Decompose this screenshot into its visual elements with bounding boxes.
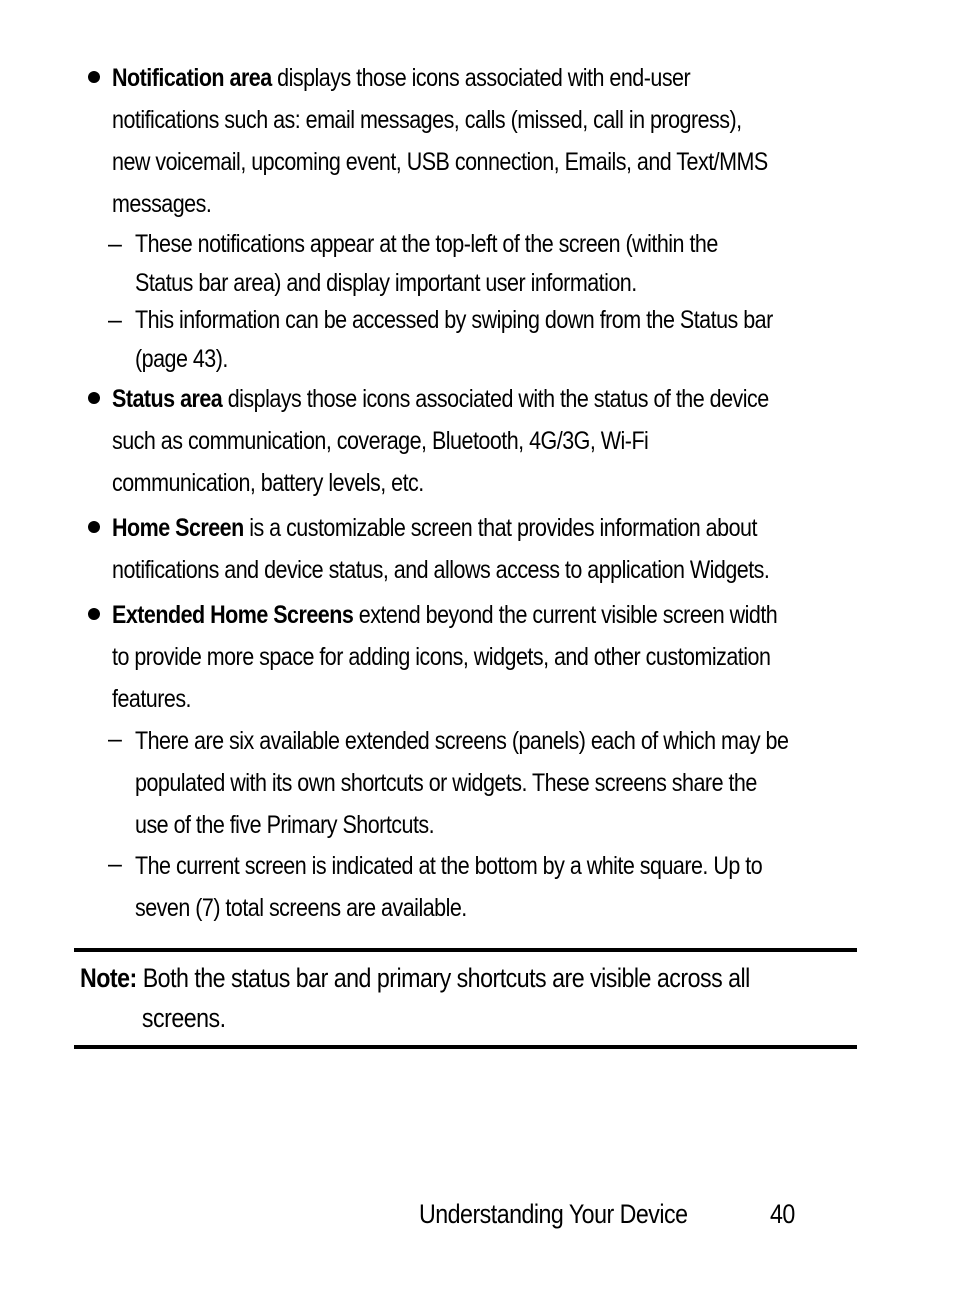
bullet-term: Home Screen xyxy=(112,514,244,542)
dash-icon: – xyxy=(108,725,122,753)
footer-section-title: Understanding Your Device xyxy=(419,1199,688,1229)
bullet-term: Status area xyxy=(112,385,223,413)
bullet-text-line: Extended Home Screens extend beyond the current visible screen width xyxy=(112,601,778,629)
dash-icon: – xyxy=(108,230,122,258)
bullet-text-line: such as communication, coverage, Bluetooth, 4G/3G, Wi-Fi xyxy=(112,427,649,455)
bullet-text-line: notifications and device status, and allows access to application Widgets. xyxy=(112,556,770,584)
subitem-text-line: use of the five Primary Shortcuts. xyxy=(135,811,435,839)
subitem-text-line: There are six available extended screens (panels) each of which may be xyxy=(135,727,789,755)
footer-page-number: 40 xyxy=(770,1199,795,1229)
bullet-text-line: Notification area displays those icons associated with end-user xyxy=(112,64,691,92)
bullet-term: Extended Home Screens xyxy=(112,601,354,629)
bullet-icon xyxy=(88,608,100,620)
bullet-icon xyxy=(88,392,100,404)
bullet-text-line: notifications such as: email messages, calls (missed, call in progress), xyxy=(112,106,742,134)
note-label: Note: xyxy=(80,963,137,993)
bullet-text-line: communication, battery levels, etc. xyxy=(112,469,424,497)
note-box xyxy=(80,958,870,1038)
dash-icon: – xyxy=(108,850,122,878)
bullet-icon xyxy=(88,521,100,533)
bullet-text-line: to provide more space for adding icons, widgets, and other customization xyxy=(112,643,771,671)
subitem-text-line: The current screen is indicated at the bottom by a white square. Up to xyxy=(135,852,763,880)
subitem-text-line: These notifications appear at the top-left of the screen (within the xyxy=(135,230,718,258)
dash-icon: – xyxy=(108,306,122,334)
note-text-line: screens. xyxy=(141,1003,226,1033)
subitem-text-line: populated with its own shortcuts or widgets. These screens share the xyxy=(135,769,757,797)
bullet-term: Notification area xyxy=(112,64,272,92)
subitem-text-line: seven (7) total screens are available. xyxy=(135,894,467,922)
note-top-rule xyxy=(74,948,857,952)
bullet-text-line: new voicemail, upcoming event, USB connection, Emails, and Text/MMS xyxy=(112,148,768,176)
bullet-text-line: Status area displays those icons associated with the status of the device xyxy=(112,385,769,413)
note-bottom-rule xyxy=(74,1045,857,1049)
subitem-text-line: Status bar area) and display important user information. xyxy=(135,269,637,297)
note-text-line: Note: Both the status bar and primary shortcuts are visible across all xyxy=(80,963,750,993)
subitem-text-line: This information can be accessed by swiping down from the Status bar xyxy=(135,306,773,334)
bullet-icon xyxy=(88,71,100,83)
bullet-text-line: messages. xyxy=(112,190,212,218)
bullet-text-line: Home Screen is a customizable screen that provides information about xyxy=(112,514,757,542)
bullet-text-line: features. xyxy=(112,685,192,713)
subitem-text-line: (page 43). xyxy=(135,345,228,373)
